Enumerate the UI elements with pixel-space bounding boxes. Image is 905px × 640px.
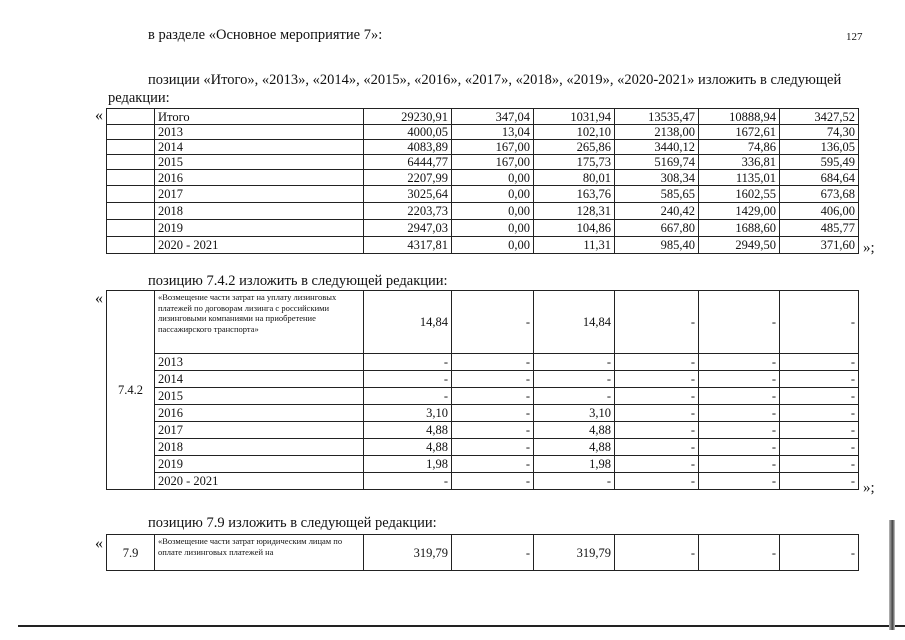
cell-value: 3,10 [364, 405, 452, 422]
cell-value: 1031,94 [534, 109, 615, 125]
cell-value: - [452, 354, 534, 371]
cell-value: - [699, 456, 780, 473]
empty-code-cell [107, 203, 155, 220]
table-row [107, 109, 859, 125]
row-label: 2020 - 2021 [155, 237, 364, 254]
cell-value: 102,10 [534, 125, 615, 140]
table-row [107, 125, 859, 140]
cell-value: - [615, 388, 699, 405]
cell-value: - [615, 291, 699, 354]
cell-value: 2138,00 [615, 125, 699, 140]
cell-value: 0,00 [452, 237, 534, 254]
cell-value: - [364, 354, 452, 371]
cell-value: - [615, 473, 699, 490]
cell-value: - [452, 439, 534, 456]
intro-line-1: в разделе «Основное мероприятие 7»: [148, 27, 383, 43]
intro-line-3: редакции: [108, 90, 170, 106]
cell-value: 136,05 [780, 140, 859, 155]
quote-open-1: « [95, 107, 103, 124]
cell-value: 13535,47 [615, 109, 699, 125]
table-row [107, 405, 859, 422]
cell-value: - [780, 439, 859, 456]
row-label: 2013 [155, 125, 364, 140]
empty-code-cell [107, 220, 155, 237]
row-label: 2014 [155, 140, 364, 155]
table-row-head [107, 291, 859, 354]
table-position-7-9 [106, 534, 859, 571]
cell-value: 3,10 [534, 405, 615, 422]
table-row [107, 456, 859, 473]
cell-value: - [699, 405, 780, 422]
cell-value: - [452, 291, 534, 354]
cell-value: 1602,55 [699, 186, 780, 203]
cell-value: 3440,12 [615, 140, 699, 155]
cell-value: - [452, 388, 534, 405]
cell-value: - [534, 354, 615, 371]
cell-value: - [699, 535, 780, 571]
row-label: 2018 [155, 439, 364, 456]
position-description: «Возмещение части затрат юридическим лицам по оплате лизинговых платежей на [155, 535, 364, 571]
table-row [107, 237, 859, 254]
cell-value: 163,76 [534, 186, 615, 203]
position-description: «Возмещение части затрат на уплату лизинговых платежей по договорам лизинга с российскими лизинговыми компаниями на приобретение пассажирского транспорта» [155, 291, 364, 354]
quote-open-3: « [95, 535, 103, 552]
cell-value: 3025,64 [364, 186, 452, 203]
cell-value: - [615, 371, 699, 388]
cell-value: 4,88 [534, 422, 615, 439]
cell-value: 11,31 [534, 237, 615, 254]
cell-value: 308,34 [615, 170, 699, 186]
cell-value: 13,04 [452, 125, 534, 140]
table-row [107, 220, 859, 237]
cell-value: - [364, 473, 452, 490]
table-row [107, 170, 859, 186]
scan-edge-shadow [889, 520, 895, 630]
cell-value: - [699, 291, 780, 354]
cell-value: - [699, 371, 780, 388]
cell-value: 2947,03 [364, 220, 452, 237]
empty-code-cell [107, 186, 155, 203]
cell-value: 104,86 [534, 220, 615, 237]
cell-value: - [780, 422, 859, 439]
cell-value: - [615, 422, 699, 439]
empty-code-cell [107, 155, 155, 170]
empty-code-cell [107, 140, 155, 155]
cell-value: 585,65 [615, 186, 699, 203]
cell-value: 4,88 [364, 422, 452, 439]
cell-value: - [534, 473, 615, 490]
cell-value: - [780, 371, 859, 388]
cell-value: - [699, 439, 780, 456]
cell-value: 485,77 [780, 220, 859, 237]
cell-value: 167,00 [452, 155, 534, 170]
row-label: 2019 [155, 456, 364, 473]
cell-value: 0,00 [452, 186, 534, 203]
cell-value: 1,98 [534, 456, 615, 473]
table-row [107, 354, 859, 371]
cell-value: 595,49 [780, 155, 859, 170]
cell-value: 684,64 [780, 170, 859, 186]
cell-value: - [364, 371, 452, 388]
cell-value: - [615, 354, 699, 371]
table-row [107, 473, 859, 490]
cell-value: 0,00 [452, 170, 534, 186]
cell-value: 673,68 [780, 186, 859, 203]
cell-value: 2207,99 [364, 170, 452, 186]
cell-value: 0,00 [452, 203, 534, 220]
cell-value: 347,04 [452, 109, 534, 125]
cell-value: 985,40 [615, 237, 699, 254]
quote-open-2: « [95, 290, 103, 307]
cell-value: 4317,81 [364, 237, 452, 254]
cell-value: 14,84 [534, 291, 615, 354]
empty-code-cell [107, 109, 155, 125]
heading-position-7-9: позицию 7.9 изложить в следующей редакции: [148, 515, 437, 531]
row-label: 2013 [155, 354, 364, 371]
cell-value: 167,00 [452, 140, 534, 155]
cell-value: - [452, 473, 534, 490]
cell-value: 1672,61 [699, 125, 780, 140]
cell-value: - [699, 354, 780, 371]
cell-value: 1,98 [364, 456, 452, 473]
row-label: 2015 [155, 388, 364, 405]
cell-value: - [780, 354, 859, 371]
row-label: 2016 [155, 405, 364, 422]
cell-value: 74,86 [699, 140, 780, 155]
cell-value: 0,00 [452, 220, 534, 237]
cell-value: 406,00 [780, 203, 859, 220]
table-row [107, 140, 859, 155]
cell-value: - [615, 535, 699, 571]
page-number: 127 [846, 31, 863, 43]
cell-value: 2949,50 [699, 237, 780, 254]
row-label: 2015 [155, 155, 364, 170]
empty-code-cell [107, 237, 155, 254]
table-row [107, 535, 859, 571]
cell-value: 5169,74 [615, 155, 699, 170]
table-totals [106, 108, 859, 254]
cell-value: - [780, 291, 859, 354]
quote-close-2: »; [863, 480, 875, 496]
table-row [107, 388, 859, 405]
table-row [107, 371, 859, 388]
table-position-7-4-2 [106, 290, 859, 490]
heading-position-7-4-2: позицию 7.4.2 изложить в следующей редакции: [148, 273, 448, 289]
cell-value: - [534, 388, 615, 405]
cell-value: 3427,52 [780, 109, 859, 125]
cell-value: 265,86 [534, 140, 615, 155]
empty-code-cell [107, 125, 155, 140]
cell-value: - [699, 422, 780, 439]
cell-value: 1688,60 [699, 220, 780, 237]
table-row [107, 155, 859, 170]
cell-value: 14,84 [364, 291, 452, 354]
cell-value: - [780, 535, 859, 571]
cell-value: 4083,89 [364, 140, 452, 155]
cell-value: 175,73 [534, 155, 615, 170]
page-bottom-edge [18, 625, 905, 627]
cell-value: - [780, 388, 859, 405]
position-code: 7.9 [107, 535, 155, 571]
cell-value: - [780, 473, 859, 490]
cell-value: - [615, 405, 699, 422]
cell-value: - [699, 473, 780, 490]
cell-value: - [780, 405, 859, 422]
cell-value: 4000,05 [364, 125, 452, 140]
table-row [107, 203, 859, 220]
cell-value: 371,60 [780, 237, 859, 254]
cell-value: 336,81 [699, 155, 780, 170]
row-label: 2019 [155, 220, 364, 237]
cell-value: 319,79 [534, 535, 615, 571]
cell-value: - [452, 456, 534, 473]
cell-value: - [615, 439, 699, 456]
cell-value: 29230,91 [364, 109, 452, 125]
cell-value: 4,88 [364, 439, 452, 456]
table-row [107, 439, 859, 456]
cell-value: 74,30 [780, 125, 859, 140]
table-row [107, 186, 859, 203]
cell-value: - [615, 456, 699, 473]
cell-value: 4,88 [534, 439, 615, 456]
cell-value: 667,80 [615, 220, 699, 237]
cell-value: 319,79 [364, 535, 452, 571]
position-code: 7.4.2 [107, 291, 155, 490]
row-label: 2014 [155, 371, 364, 388]
cell-value: 1135,01 [699, 170, 780, 186]
quote-close-1: »; [863, 240, 875, 256]
cell-value: 80,01 [534, 170, 615, 186]
cell-value: 128,31 [534, 203, 615, 220]
cell-value: - [699, 388, 780, 405]
row-label: Итого [155, 109, 364, 125]
intro-line-2: позиции «Итого», «2013», «2014», «2015», «2016», «2017», «2018», «2019», «2020-2021» изложить в следующей [148, 72, 842, 88]
table-row [107, 422, 859, 439]
row-label: 2017 [155, 422, 364, 439]
cell-value: 10888,94 [699, 109, 780, 125]
cell-value: 1429,00 [699, 203, 780, 220]
empty-code-cell [107, 170, 155, 186]
row-label: 2020 - 2021 [155, 473, 364, 490]
row-label: 2016 [155, 170, 364, 186]
cell-value: 240,42 [615, 203, 699, 220]
cell-value: - [452, 422, 534, 439]
cell-value: 2203,73 [364, 203, 452, 220]
cell-value: - [452, 535, 534, 571]
cell-value: - [534, 371, 615, 388]
cell-value: - [452, 371, 534, 388]
cell-value: - [780, 456, 859, 473]
cell-value: - [452, 405, 534, 422]
row-label: 2017 [155, 186, 364, 203]
row-label: 2018 [155, 203, 364, 220]
cell-value: 6444,77 [364, 155, 452, 170]
cell-value: - [364, 388, 452, 405]
